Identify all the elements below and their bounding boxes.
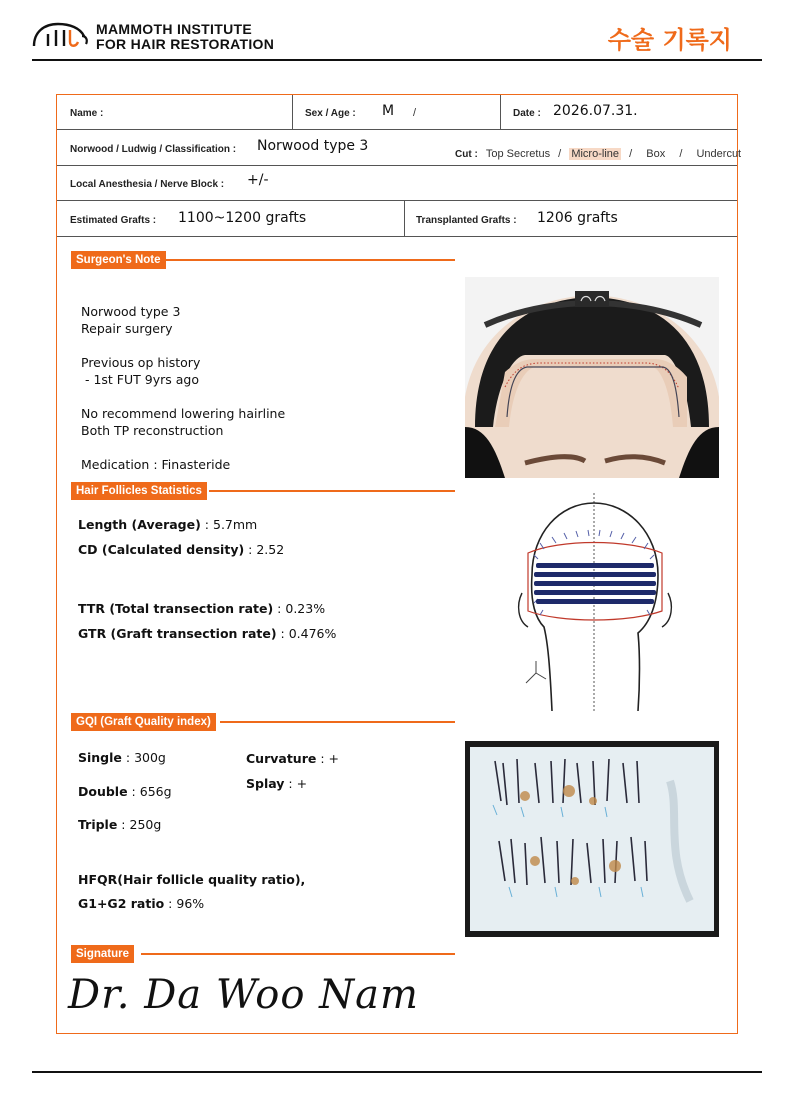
double-value: : 656g <box>127 784 172 799</box>
gqi-single <box>78 750 166 765</box>
calculated-density <box>78 542 284 557</box>
form-divider <box>404 201 405 236</box>
name-label: Name : <box>70 108 104 119</box>
note-line <box>81 337 285 354</box>
mammoth-logo-icon <box>30 18 90 50</box>
section-rule <box>220 721 455 723</box>
hfqr-label <box>78 872 305 887</box>
date-label: Date : <box>513 108 541 119</box>
single-label: Single <box>78 750 122 765</box>
cut-separator: / <box>629 148 633 160</box>
footer-rule <box>32 1071 762 1073</box>
surgeon-note-heading: Surgeon's Note <box>71 251 166 269</box>
logo-line-2: FOR HAIR RESTORATION <box>96 36 275 52</box>
double-label: Double <box>78 784 128 799</box>
g1g2-value: : 96% <box>164 896 205 911</box>
logo <box>30 18 90 50</box>
note-line: Medication : Finasteride <box>81 457 231 472</box>
transplanted-grafts-label: Transplanted Grafts : <box>416 215 517 226</box>
sex-age-label: Sex / Age : <box>305 108 356 119</box>
length-value: : 5.7mm <box>200 517 258 532</box>
ttr-value: : 0.23% <box>273 601 326 616</box>
form-divider <box>57 200 737 201</box>
classification-value: Norwood type 3 <box>257 138 369 154</box>
surgeon-note-text <box>81 286 285 490</box>
splay-value: : + <box>284 776 308 791</box>
grafts-photo <box>465 741 719 937</box>
splay-label: Splay <box>246 776 285 791</box>
form-divider <box>57 236 737 237</box>
note-line <box>81 388 285 405</box>
cut-separator: / <box>558 148 562 160</box>
cut-option-undercut: Undercut <box>696 148 742 160</box>
cut-option-micro-line: Micro-line <box>571 148 620 160</box>
note-line: Norwood type 3 <box>81 304 181 319</box>
gqi-curvature <box>246 751 339 766</box>
length-average <box>78 517 257 532</box>
cut-option-box: Box <box>646 148 666 160</box>
gtr-label: GTR (Graft transection rate) <box>78 626 277 641</box>
form-divider <box>57 129 737 130</box>
anesthesia-value: +/- <box>247 172 269 188</box>
length-label: Length (Average) <box>78 517 201 532</box>
cd-label: CD (Calculated density) <box>78 542 245 557</box>
form-divider <box>57 165 737 166</box>
gtr-value: : 0.476% <box>276 626 337 641</box>
anesthesia-label: Local Anesthesia / Nerve Block : <box>70 179 225 190</box>
hfqr-text: HFQR(Hair follicle quality ratio), <box>78 872 306 887</box>
triple-value: : 250g <box>117 817 162 832</box>
sex-value: M <box>382 103 395 119</box>
g1g2-label: G1+G2 ratio <box>78 896 165 911</box>
note-line <box>81 439 285 456</box>
note-line: - 1st FUT 9yrs ago <box>81 372 199 387</box>
cut-separator: / <box>679 148 683 160</box>
cd-value: : 2.52 <box>244 542 285 557</box>
form-divider <box>500 95 501 129</box>
gqi-splay <box>246 776 307 791</box>
estimated-grafts-label: Estimated Grafts : <box>70 215 157 226</box>
note-line: No recommend lowering hairline <box>81 406 286 421</box>
cut-options <box>455 142 741 161</box>
donor-area-diagram <box>500 493 680 713</box>
gqi-double <box>78 784 172 799</box>
signature-heading: Signature <box>71 945 134 963</box>
curvature-label: Curvature <box>246 751 317 766</box>
doctor-signature: Dr. Da Woo Nam <box>68 972 419 1018</box>
note-line: Repair surgery <box>81 321 173 336</box>
curvature-value: : + <box>316 751 339 766</box>
graft-transection-rate <box>78 626 336 641</box>
note-line: Previous op history <box>81 355 201 370</box>
section-rule <box>141 953 455 955</box>
hairline-photo <box>465 277 719 478</box>
single-value: : 300g <box>121 750 166 765</box>
gqi-triple <box>78 817 161 832</box>
total-transection-rate <box>78 601 325 616</box>
classification-label: Norwood / Ludwig / Classification : <box>70 144 237 155</box>
ttr-label: TTR (Total transection rate) <box>78 601 274 616</box>
logo-line-1: MAMMOTH INSTITUTE <box>96 21 252 37</box>
transplanted-grafts-value: 1206 grafts <box>537 210 618 226</box>
cut-label: Cut : <box>455 149 478 160</box>
cut-option-top-secretus: Top Secretus <box>485 148 551 160</box>
header-rule <box>32 59 762 61</box>
section-rule <box>209 490 455 492</box>
triple-label: Triple <box>78 817 118 832</box>
date-value: 2026.07.31. <box>553 103 638 119</box>
gqi-heading: GQI (Graft Quality index) <box>71 713 216 731</box>
section-rule <box>165 259 455 261</box>
g1g2-ratio <box>78 896 204 911</box>
estimated-grafts-value: 1100~1200 grafts <box>178 210 307 226</box>
institute-name <box>96 22 274 52</box>
page-title: 수술 기록지 <box>607 26 732 54</box>
form-divider <box>292 95 293 129</box>
follicle-stats-heading: Hair Follicles Statistics <box>71 482 207 500</box>
note-line: Both TP reconstruction <box>81 423 224 438</box>
age-separator: / <box>413 107 417 119</box>
